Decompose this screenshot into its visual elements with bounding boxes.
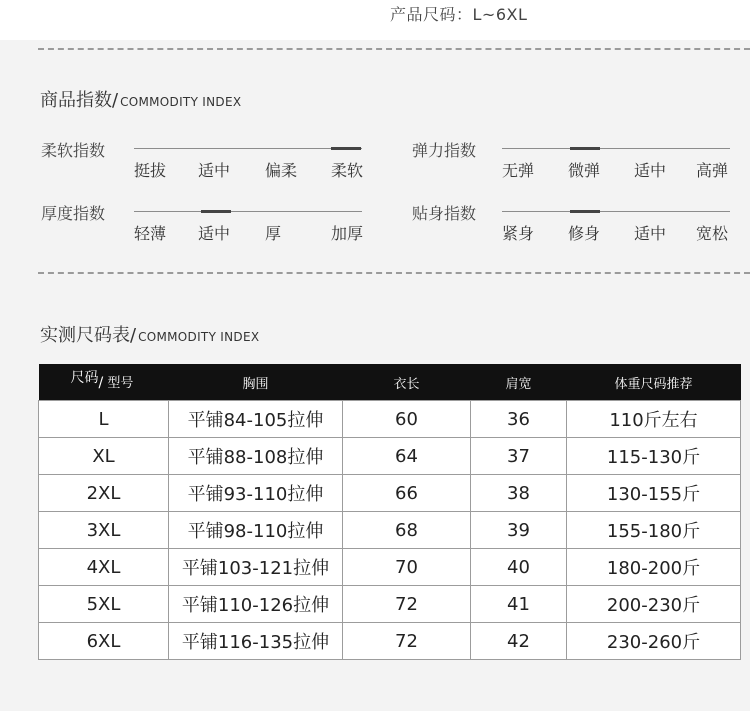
fit-option: 宽松 [696, 224, 729, 243]
fit-option: 紧身 [502, 224, 535, 243]
table-row [39, 586, 741, 623]
fit-option: 修身 [568, 224, 601, 243]
fit-marker [570, 210, 600, 213]
table-row [39, 512, 741, 549]
cell-weight: 130-155斤 [567, 475, 741, 512]
commodity-index-title-en: COMMODITY INDEX [120, 95, 242, 109]
header-length: 衣长 [343, 364, 471, 401]
header-slash: / [98, 375, 104, 391]
cell-shoulder: 40 [471, 549, 567, 586]
table-row [39, 549, 741, 586]
table-row [39, 475, 741, 512]
table-row [39, 401, 741, 438]
cell-length: 70 [343, 549, 471, 586]
header-size-model [39, 364, 169, 401]
elasticity-marker [570, 147, 600, 150]
cell-size: 4XL [39, 549, 169, 586]
cell-shoulder: 39 [471, 512, 567, 549]
header-size-label: 尺码 [70, 370, 99, 386]
cell-weight: 200-230斤 [567, 586, 741, 623]
thickness-marker [201, 210, 231, 213]
size-table-header-row [39, 364, 741, 401]
fit-track [502, 211, 730, 212]
header-weight: 体重尺码推荐 [567, 364, 741, 401]
softness-option: 偏柔 [265, 161, 298, 180]
softness-option: 柔软 [331, 161, 364, 180]
thickness-option: 加厚 [331, 224, 364, 243]
fit-index-label: 贴身指数 [412, 204, 477, 223]
table-row [39, 623, 741, 660]
cell-size: 2XL [39, 475, 169, 512]
cell-weight: 110斤左右 [567, 401, 741, 438]
cell-shoulder: 37 [471, 438, 567, 475]
cell-chest: 平铺88-108拉伸 [169, 438, 343, 475]
softness-option: 挺拔 [134, 161, 167, 180]
cell-length: 72 [343, 623, 471, 660]
cell-shoulder: 36 [471, 401, 567, 438]
cell-size: 5XL [39, 586, 169, 623]
cell-shoulder: 42 [471, 623, 567, 660]
commodity-index-title-cn: 商品指数/ [40, 90, 119, 111]
cell-chest: 平铺116-135拉伸 [169, 623, 343, 660]
cell-size: 6XL [39, 623, 169, 660]
cell-size: 3XL [39, 512, 169, 549]
elasticity-index-label: 弹力指数 [412, 141, 477, 160]
dashed-divider [38, 48, 750, 50]
elasticity-option: 高弹 [696, 161, 729, 180]
softness-marker [331, 147, 361, 150]
cell-size: XL [39, 438, 169, 475]
cell-weight: 155-180斤 [567, 512, 741, 549]
cell-shoulder: 38 [471, 475, 567, 512]
commodity-index-title [40, 86, 241, 112]
softness-index-label: 柔软指数 [41, 141, 106, 160]
table-row [39, 438, 741, 475]
thickness-option: 适中 [198, 224, 231, 243]
cell-shoulder: 41 [471, 586, 567, 623]
cell-chest: 平铺84-105拉伸 [169, 401, 343, 438]
header-chest: 胸围 [169, 364, 343, 401]
cell-length: 60 [343, 401, 471, 438]
size-chart-title [40, 321, 259, 347]
dashed-divider [38, 272, 750, 274]
cell-length: 72 [343, 586, 471, 623]
cell-weight: 230-260斤 [567, 623, 741, 660]
cell-chest: 平铺98-110拉伸 [169, 512, 343, 549]
cell-weight: 115-130斤 [567, 438, 741, 475]
cell-weight: 180-200斤 [567, 549, 741, 586]
top-strip [0, 0, 750, 40]
cell-chest: 平铺103-121拉伸 [169, 549, 343, 586]
thickness-option: 厚 [265, 224, 282, 243]
cell-size: L [39, 401, 169, 438]
thickness-track [134, 211, 362, 212]
elasticity-option: 无弹 [502, 161, 535, 180]
header-shoulder: 肩宽 [471, 364, 567, 401]
cell-length: 68 [343, 512, 471, 549]
header-model-label: 型号 [107, 376, 134, 391]
softness-option: 适中 [198, 161, 231, 180]
softness-track [134, 148, 362, 149]
cell-chest: 平铺93-110拉伸 [169, 475, 343, 512]
size-table [38, 364, 741, 660]
size-chart-title-en: COMMODITY INDEX [138, 330, 260, 344]
elasticity-option: 微弹 [568, 161, 601, 180]
elasticity-track [502, 148, 730, 149]
size-chart-title-cn: 实测尺码表/ [40, 325, 137, 346]
thickness-option: 轻薄 [134, 224, 167, 243]
fit-option: 适中 [634, 224, 667, 243]
size-range-text: 产品尺码：L~6XL [390, 5, 528, 24]
cell-length: 66 [343, 475, 471, 512]
cell-chest: 平铺110-126拉伸 [169, 586, 343, 623]
cell-length: 64 [343, 438, 471, 475]
elasticity-option: 适中 [634, 161, 667, 180]
thickness-index-label: 厚度指数 [41, 204, 106, 223]
